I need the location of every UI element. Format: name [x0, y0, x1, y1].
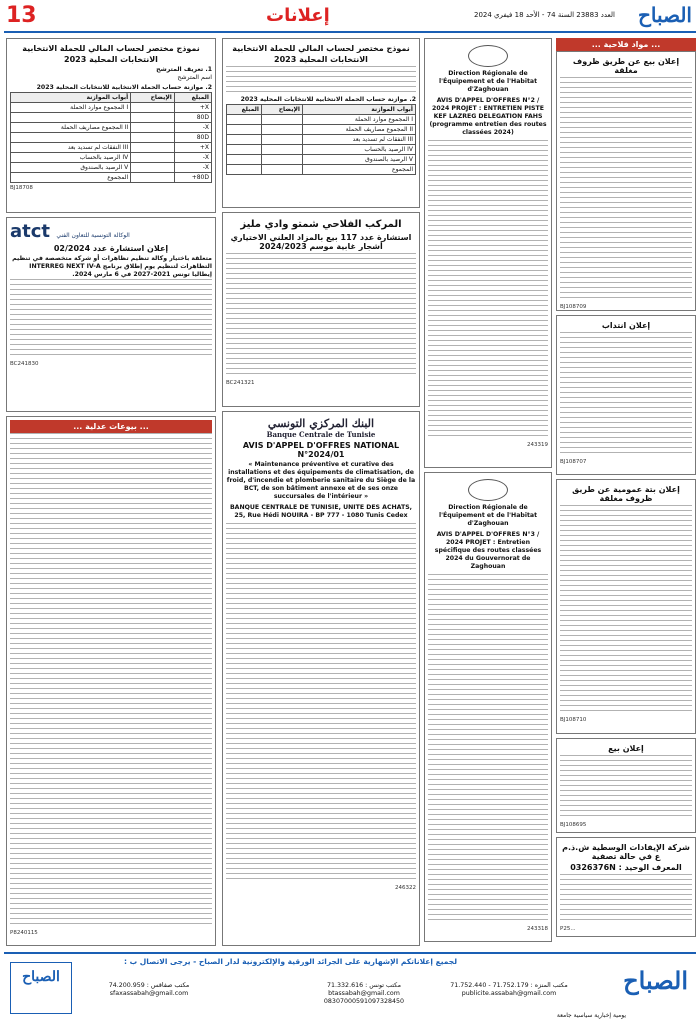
notice-body-text	[560, 332, 692, 457]
republic-emblem-icon	[468, 45, 508, 67]
table-header: الإيضاح	[131, 93, 175, 103]
notice-body-text	[560, 755, 692, 820]
tender-org: Direction Régionale de l'Équipement et de l'Habitat d'Zaghouan	[438, 504, 538, 527]
notice-ref: BJ108707	[560, 459, 587, 465]
bct-name-fr: Banque Centrale de Tunisie	[266, 430, 376, 439]
footer-logo: الصباح	[623, 966, 688, 995]
table-row: 80D	[11, 133, 212, 143]
notice-title: إعلان انتداب	[601, 321, 651, 330]
tender-title: AVIS D'APPEL D'OFFRES N°3 / 2024 PROJET : Entretien spécifique des routes classées 2024 du Gouvernorat de Zaghouan	[434, 531, 542, 570]
form-ref: BJ18708	[10, 185, 33, 191]
budget-table	[226, 104, 416, 175]
tender-ref: 243319	[527, 442, 548, 448]
table-header: أبواب الموازنة	[302, 105, 415, 115]
tender-title: AVIS D'APPEL D'OFFRES N°2 / 2024 PROJET : ENTRETIEN PISTE KEF LAZREG DELEGATION FAHS (programme entretien des routes classées 2024)	[429, 97, 547, 136]
announcement-forest-sale	[222, 212, 420, 407]
campaign-form-2	[222, 38, 420, 208]
notice-ref: P25...	[560, 926, 576, 932]
legal-section-header: ... بيوعات عدلية ...	[10, 420, 212, 433]
form-title: نموذج مختصر لحساب المالي للحملة الانتخابية	[22, 44, 200, 53]
column-agricultural	[556, 38, 696, 948]
notice-subtitle: المعرف الوحيد : 0326376N	[570, 863, 682, 872]
form-name-label: اسم المترشح	[177, 74, 212, 81]
announcement-title: المركب الفلاحي شمتو وادي مليز	[240, 219, 402, 230]
atct-ref: BC241830	[10, 361, 39, 367]
tender-ref: 243318	[527, 926, 548, 932]
form-part2: 2. موازنة حساب الحملة الانتخابية للانتخابات المحلية 2023	[36, 84, 212, 91]
atct-title: إعلان استشارة عدد 02/2024	[53, 244, 169, 253]
budget-table	[10, 92, 212, 183]
table-row: X+ III النفقات لم تسديد بعد	[11, 143, 212, 153]
tender-notice-1	[424, 38, 552, 468]
bct-title: AVIS D'APPEL D'OFFRES NATIONAL N°2024/01	[242, 441, 400, 459]
form-title: نموذج مختصر لحساب المالي للحملة الانتخابية	[232, 44, 410, 53]
notice-title: شركة الإيفادات الوسطية ش.ذ.م ع في حالة تصفية	[562, 843, 690, 861]
republic-emblem-icon	[468, 479, 508, 501]
footer-office-tunis: مكتب تونس : 71.332.616 btassabah@gmail.com 08307000591097328450	[323, 982, 405, 1005]
campaign-form-1	[6, 38, 216, 213]
table-row: III النفقات لم تسديد بعد	[227, 135, 416, 145]
bct-tender	[222, 411, 420, 946]
tender-body-text	[428, 140, 548, 440]
notice-recruitment	[556, 315, 696, 475]
table-header: أبواب الموازنة	[11, 93, 131, 103]
table-row: 80D+ المجموع	[11, 173, 212, 183]
issue-info: العدد 23883 السنة 74 - الأحد 18 فيفري 2024	[474, 11, 616, 19]
notice-ref: BJ108710	[560, 717, 587, 723]
section-header-agri: ... مواد فلاحية ...	[556, 38, 696, 51]
form-subtitle: الانتخابات المحلية 2023	[64, 55, 158, 64]
notice-body-text	[560, 77, 692, 302]
bct-subtitle: « Maintenance préventive et curative des installations et des équipements de climatisation, de froid, d'incendie et plomberie sanitaire du Siège de la BCT, de son bâtiment annexe et de ses onze succursales de l'intérieur »	[226, 461, 416, 500]
legal-body-text	[10, 433, 212, 928]
column-center	[222, 38, 420, 948]
legal-ref: P8240115	[10, 930, 38, 936]
notice-title: إعلان بتة عمومية عن طريق ظروف مغلقة	[572, 485, 680, 503]
bct-ref: 246322	[395, 885, 416, 891]
table-row: I المجموع موارد الحملة	[227, 115, 416, 125]
form-subtitle: الانتخابات المحلية 2023	[274, 55, 368, 64]
table-row: 80D	[11, 113, 212, 123]
announcement-subtitle: استشارة عدد 117 بيع بالمزاد العلني الاختياري أشجار غابية موسم 2024/2023	[230, 233, 412, 251]
table-header: المبلغ	[227, 105, 262, 115]
atct-announcement	[6, 217, 216, 412]
bct-address: BANQUE CENTRALE DE TUNISIE, UNITE DES ACHATS, 25, Rue Hédi NOUIRA - BP 777 - 1080 Tunis Cedex	[229, 504, 413, 519]
footer-headline: لجميع إعلاناتكم الإشهارية على الجرائد الورقية والإلكترونية لدار الصباح - يرجى الاتصال ب :	[124, 957, 458, 966]
table-row: IV الرصيد بالحساب	[227, 145, 416, 155]
form-part1: 1. تعريف المترشح	[156, 66, 212, 73]
notice-liquidation	[556, 837, 696, 937]
notice-title: إعلان بيع عن طريق ظروف مغلقة	[572, 57, 680, 75]
table-row: X- V الرصيد بالصندوق	[11, 163, 212, 173]
footer-tagline: يومية إخبارية سياسية جامعة	[556, 1012, 626, 1019]
atct-subtitle: متعلقة باختيار وكالة تنظيم تظاهرات أو شركة متخصصة في تنظيم التظاهرات لتنظيم يوم إطلاق برنامج INTERREG NEXT IV-A إيطاليا تونس 2021-2027 في 6 مارس 2024.	[12, 255, 212, 278]
table-row: X- IV الرصيد بالحساب	[11, 153, 212, 163]
atct-body-text	[10, 279, 212, 359]
footer-office-sfax: مكتب صفاقس : 74.200.959 sfaxassabah@gmail.com	[108, 982, 190, 997]
table-row: المجموع	[227, 165, 416, 175]
section-title: إعلانات	[266, 5, 330, 26]
table-row: II المجموع مصاريف الحملة	[227, 125, 416, 135]
atct-logo: atct الوكالة التونسية للتعاون الفني	[10, 221, 130, 242]
notice-ref: BJ108695	[560, 822, 587, 828]
column-tenders	[424, 38, 552, 948]
tender-notice-2	[424, 472, 552, 942]
bct-logo	[226, 417, 416, 439]
tender-body-text	[428, 574, 548, 924]
form-fields	[226, 66, 416, 96]
notice-title: إعلان بيع	[608, 744, 644, 753]
column-left	[6, 38, 216, 948]
footer-office-menzah: مكتب المنزه : 71.752.179 - 71.752.440 publicite.assabah@gmail.com	[450, 982, 568, 997]
page-footer	[4, 952, 696, 1024]
tender-org: Direction Régionale de l'Équipement et de l'Habitat d'Zaghouan	[438, 70, 538, 93]
table-row: X- II المجموع مصاريف الحملة	[11, 123, 212, 133]
table-header: المبلغ	[174, 93, 211, 103]
legal-sales	[6, 416, 216, 946]
notice-sale-2	[556, 738, 696, 833]
footer-logo-small: الصباح	[10, 962, 72, 1014]
table-header: الإيضاح	[261, 105, 302, 115]
form-part2: 2. موازنة حساب الحملة الانتخابية للانتخابات المحلية 2023	[240, 96, 416, 103]
announcement-ref: BC241321	[226, 380, 255, 386]
notice-ref: BJ108709	[560, 304, 587, 310]
page-header	[4, 3, 696, 33]
bct-body-text	[226, 523, 416, 883]
table-row: X+ I المجموع موارد الحملة	[11, 103, 212, 113]
notice-sale-1	[556, 51, 696, 311]
announcement-body-text	[226, 253, 416, 378]
notice-public-auction	[556, 479, 696, 734]
notice-body-text	[560, 505, 692, 715]
page-number: 13	[6, 3, 37, 28]
newspaper-logo: الصباح	[637, 3, 692, 27]
bct-name-ar: البنك المركزي التونسي	[267, 417, 375, 430]
table-row: V الرصيد بالصندوق	[227, 155, 416, 165]
notice-body-text	[560, 874, 692, 924]
